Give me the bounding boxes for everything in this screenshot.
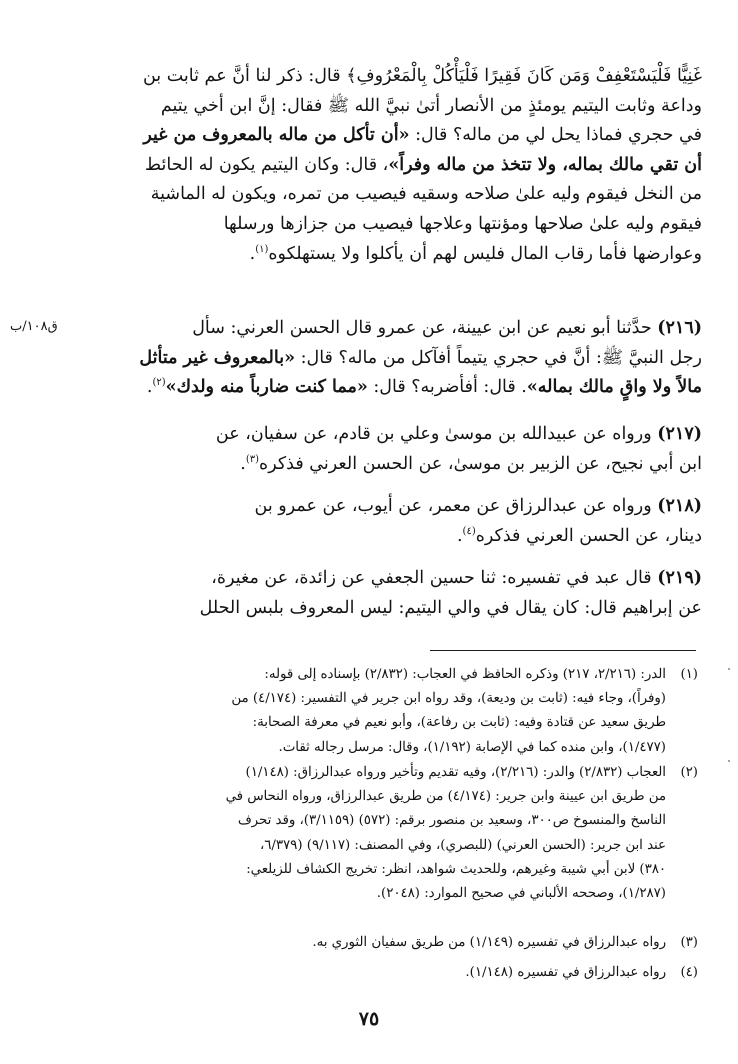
footnote-number: (١) (680, 667, 698, 682)
footnote-line: (١/٢٨٧)، وصححه الألباني في صحيح الموارد: (٢٠٤٨). (376, 886, 666, 902)
text-line (96, 151, 702, 181)
text-line (96, 450, 702, 480)
text-span: حدَّثنا أبو نعيم عن ابن عيينة، عن عمرو قال الحسن العرني: سأل (192, 318, 658, 338)
hadith-text: «أن تأكل من ماله بالمعروف من غير (143, 125, 410, 146)
text-line (96, 92, 702, 122)
scan-speck (728, 760, 730, 762)
footnote-line: من طريق ابن عيينة وابن جرير: (٤/١٧٤) من طريق عبدالرزاق، ورواه النحاس في (225, 789, 666, 805)
footnote-4 (24, 961, 698, 985)
text-span: وعوارضها فأما رقاب المال فليس لهم أن يأكلوا ولا يستهلكوه (268, 243, 702, 264)
hadith-text: «بالمعروف غير متأثل (139, 347, 296, 368)
footnote-line: طريق سعيد عن قتادة وفيه: (ثابت بن رفاعة)، وأبو نعيم في معرفة الصحابة: (252, 715, 666, 731)
hadith-number: (٢١٩) (657, 568, 702, 588)
hadith-text: «مما كنت ضارباً منه ولدك» (165, 377, 368, 398)
scan-speck (728, 668, 730, 670)
text-span: . (456, 525, 463, 546)
text-line (96, 121, 702, 151)
text-span: . (249, 243, 256, 264)
text-span: غَنِيًّا فَلْيَسْتَعْفِفْ وَمَن كَانَ فَقِيرًا فَلْيَأْكُلْ بِالْمَعْرُوفِ﴾ قال: ذكر لنا أنَّ عم ثابت بن (142, 66, 702, 86)
page-number: ٧٥ (358, 1008, 380, 1030)
text-line (96, 564, 702, 594)
hadith-text: أن تقي مالك بماله، ولا تتخذ من ماله وفراً» (388, 154, 702, 175)
paragraph-quran-commentary (96, 62, 702, 269)
paragraph-hadith-218 (96, 492, 702, 551)
footnote-ref[interactable]: (٤) (462, 525, 476, 537)
text-span: ، قال: وكان اليتيم يكون له الحائط (144, 154, 389, 175)
footnote-text (24, 761, 666, 906)
footnote-ref[interactable]: (٢) (152, 377, 166, 389)
footnote-line: الناسخ والمنسوخ ص٣٠٠، وسعيد بن منصور برقم: (٥٧٢) (٣/١١٥٩)، وقد تحرف (237, 813, 666, 829)
footnote-text (24, 663, 666, 760)
text-span: . (146, 377, 153, 398)
hadith-number: (٢١٧) (657, 424, 702, 444)
manuscript-folio-note: ق١٠٨/ب (10, 319, 58, 334)
text-span: في حجري فماذا يحل لي من ماله؟ قال: (409, 125, 702, 146)
text-span: فيقوم وليه علىٰ صلاحها ومؤنتها وعلاجها فيصيب من جزازها ورسلها (223, 213, 702, 234)
text-span: من النخل فيقوم وليه علىٰ صلاحه وسقيه فيصيب من تمره، ويكون له الماشية (150, 184, 702, 205)
footnote-ref[interactable]: (١) (255, 243, 269, 255)
text-span: وداعة وثابت اليتيم يومئذٍ من الأنصار أتىٰ نبيَّ الله ﷺ فقال: إنَّ ابن أخي يتيم (160, 95, 702, 116)
footnote-separator (430, 650, 696, 651)
footnote-3 (24, 931, 698, 955)
text-span: رجل النبيَّ ﷺ: أنَّ في حجري يتيماً أفآكل من ماله؟ قال: (295, 347, 702, 368)
footnote-text: رواه عبدالرزاق في تفسيره (١/١٤٩) من طريق سفيان الثوري به. (312, 935, 666, 950)
text-span: . (240, 453, 246, 474)
paragraph-hadith-219 (96, 564, 702, 623)
text-line (96, 344, 702, 374)
footnote-line: (١/٤٧٧)، وابن منده كما في الإصابة (١/١٩٢)، وقال: مرسل رجاله ثقات. (278, 739, 666, 755)
footnote-line: عند ابن جرير: (الحسن العرني) (للبصري)، وفي المصنف: (٩/١١٧) (٦/٣٧٩، (259, 837, 666, 853)
text-line (96, 492, 702, 522)
paragraph-hadith-217 (96, 420, 702, 479)
text-line (96, 522, 702, 552)
text-span: قال عبد في تفسيره: ثنا حسين الجعفي عن زائدة، عن مغيرة، (211, 568, 658, 588)
text-line (96, 373, 702, 403)
footnote-number: (٣) (680, 935, 698, 950)
text-line (96, 180, 702, 210)
hadith-number: (٢١٦) (657, 318, 702, 338)
text-span: . قال: أفأضربه؟ قال: (367, 377, 527, 398)
text-line (96, 62, 702, 92)
text-span: ورواه عن عبدالرزاق عن معمر، عن أيوب، عن عمرو بن (254, 496, 658, 516)
footnote-number: (٤) (680, 965, 698, 980)
hadith-number: (٢١٨) (657, 496, 702, 516)
paragraph-hadith-216 (96, 314, 702, 403)
footnote-text: رواه عبدالرزاق في تفسيره (١/١٤٨). (465, 965, 666, 980)
footnote-line: الدر: (٢/٢١٦، ٢١٧) وذكره الحافظ في العجاب: (٢/٨٣٢) بإسناده إلى قوله: (264, 667, 666, 682)
footnote-2 (24, 761, 698, 906)
hadith-text: مالاً ولا واقٍ مالك بماله» (526, 377, 702, 398)
text-line (96, 314, 702, 344)
footnote-number: (٢) (680, 765, 698, 780)
footnote-1 (24, 663, 698, 760)
footnote-line: (وفراً)، وجاء فيه: (ثابت بن وديعة)، وقد رواه ابن جرير في التفسير: (٤/١٧٤) من (231, 691, 666, 707)
text-span: ورواه عن عبيدالله بن موسىٰ وعلي بن قادم، عن سفيان، عن (215, 424, 658, 444)
text-line (96, 210, 702, 240)
footnote-line: العجاب (٢/٨٣٢) والدر: (٢/٢١٦)، وفيه تقديم وتأخير ورواه عبدالرزاق: (١/١٤٨) (245, 765, 666, 780)
text-span: عن إبراهيم قال: كان يقال في والي اليتيم: ليس المعروف بلبس الحلل (199, 597, 702, 618)
text-span: دينار، عن الحسن العرني فذكره (475, 525, 702, 546)
text-line (96, 240, 702, 270)
text-line (96, 594, 702, 624)
text-span: ابن أبي نجيح، عن الزبير بن موسىٰ، عن الحسن العرني فذكره (259, 453, 702, 474)
footnote-ref[interactable]: (٣) (245, 453, 260, 465)
footnote-line: ٣٨٠) لابن أبي شيبة وغيرهم، وللحديث شواهد، انظر: تخريج الكشاف للزيلعي: (246, 861, 666, 877)
text-line (96, 420, 702, 450)
